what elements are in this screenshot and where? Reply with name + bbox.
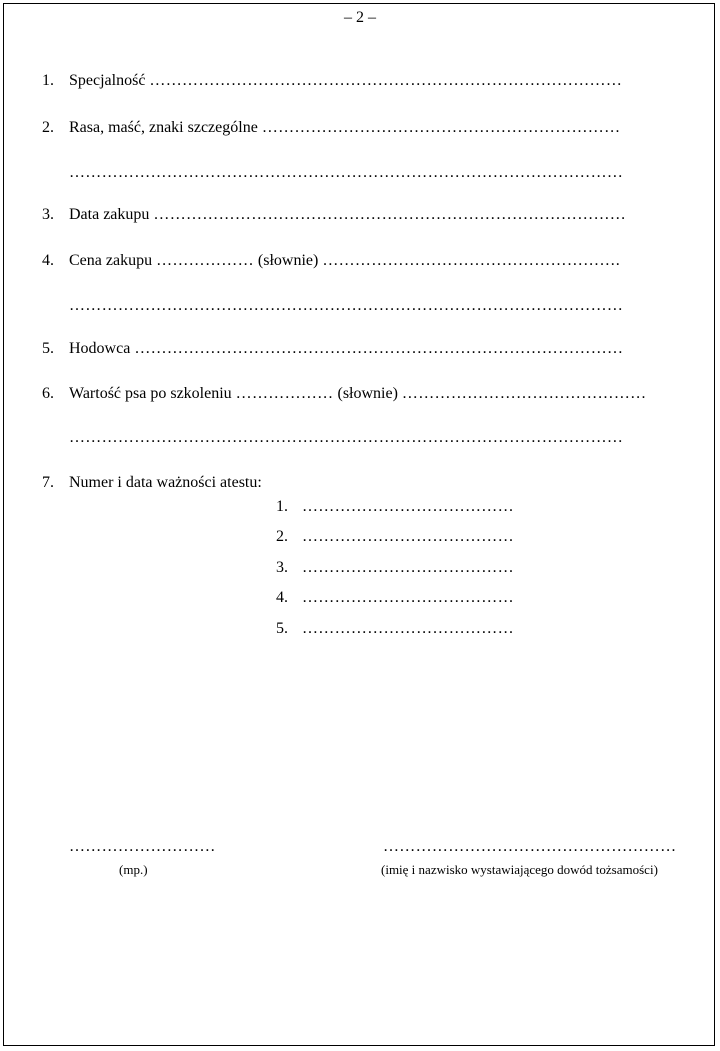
atest-item-5-fill-line[interactable]: ………………………………… [302,620,514,637]
atest-item-5 [276,619,514,639]
stamp-caption: (mp.) [119,862,148,877]
stamp-fill-line[interactable]: ……………………… [69,838,216,855]
item-4-words-line[interactable]: ………………………………………………. [322,252,621,269]
atest-item-1-number: 1. [276,498,288,515]
atest-item-3 [276,558,514,578]
item-5-label: Hodowca [69,340,131,357]
item-3-fill-line[interactable]: …………………………………………………………………………… [153,206,627,223]
issuer-signature-line[interactable]: ……………………………………………… [383,838,677,855]
item-7-number: 7. [42,474,54,491]
item-5-fill-line[interactable]: ……………………………………………………………………………… [134,340,624,357]
item-4-price-line[interactable]: ……………… [156,252,254,269]
atest-item-2-number: 2. [276,528,288,545]
item-1-fill-line[interactable]: …………………………………………………………………………… [149,72,623,89]
atest-item-1 [276,497,514,517]
issuer-signature-caption: (imię i nazwisko wystawiającego dowód tożsamości) [381,862,658,877]
item-2-continuation-line[interactable]: ………………………………………………………………………………………… [69,164,624,181]
item-1-number: 1. [42,72,54,89]
atest-item-1-fill-line[interactable]: ………………………………… [302,498,514,515]
item-7-label: Numer i data ważności atestu: [69,474,262,491]
atest-item-3-fill-line[interactable]: ………………………………… [302,559,514,576]
atest-item-4 [276,588,514,608]
item-5-row [69,339,623,359]
item-4-continuation-line[interactable]: ………………………………………………………………………………………… [69,297,624,314]
item-6-words-label: (słownie) [337,385,398,402]
item-3-label: Data zakupu [69,206,150,223]
item-2-label: Rasa, maść, znaki szczególne [69,119,258,136]
item-2-fill-line[interactable]: ………………………………………………………… [261,119,621,136]
item-4-label: Cena zakupu [69,252,153,269]
atest-item-2 [276,527,514,547]
item-1-label: Specjalność [69,72,146,89]
item-4-row [69,251,620,271]
page-border [3,3,715,1046]
atest-item-2-fill-line[interactable]: ………………………………… [302,528,514,545]
item-6-continuation-line[interactable]: ………………………………………………………………………………………… [69,429,624,446]
item-4-words-label: (słownie) [257,252,319,269]
item-6-label: Wartość psa po szkoleniu [69,385,232,402]
item-6-number: 6. [42,385,54,402]
page-number: – 2 – [344,9,376,26]
atest-item-5-number: 5. [276,620,288,637]
item-6-value-line[interactable]: ……………… [235,385,334,402]
item-6-row [69,384,646,404]
item-4-number: 4. [42,252,54,269]
item-5-number: 5. [42,340,54,357]
atest-item-3-number: 3. [276,559,288,576]
atest-item-4-fill-line[interactable]: ………………………………… [302,589,514,606]
item-3-number: 3. [42,206,54,223]
item-3-row [69,205,626,225]
item-1-row [69,71,622,91]
item-6-words-line[interactable]: ……………………………………… [401,385,647,402]
atest-item-4-number: 4. [276,589,288,606]
item-2-number: 2. [42,119,54,136]
item-2-row [69,118,620,138]
